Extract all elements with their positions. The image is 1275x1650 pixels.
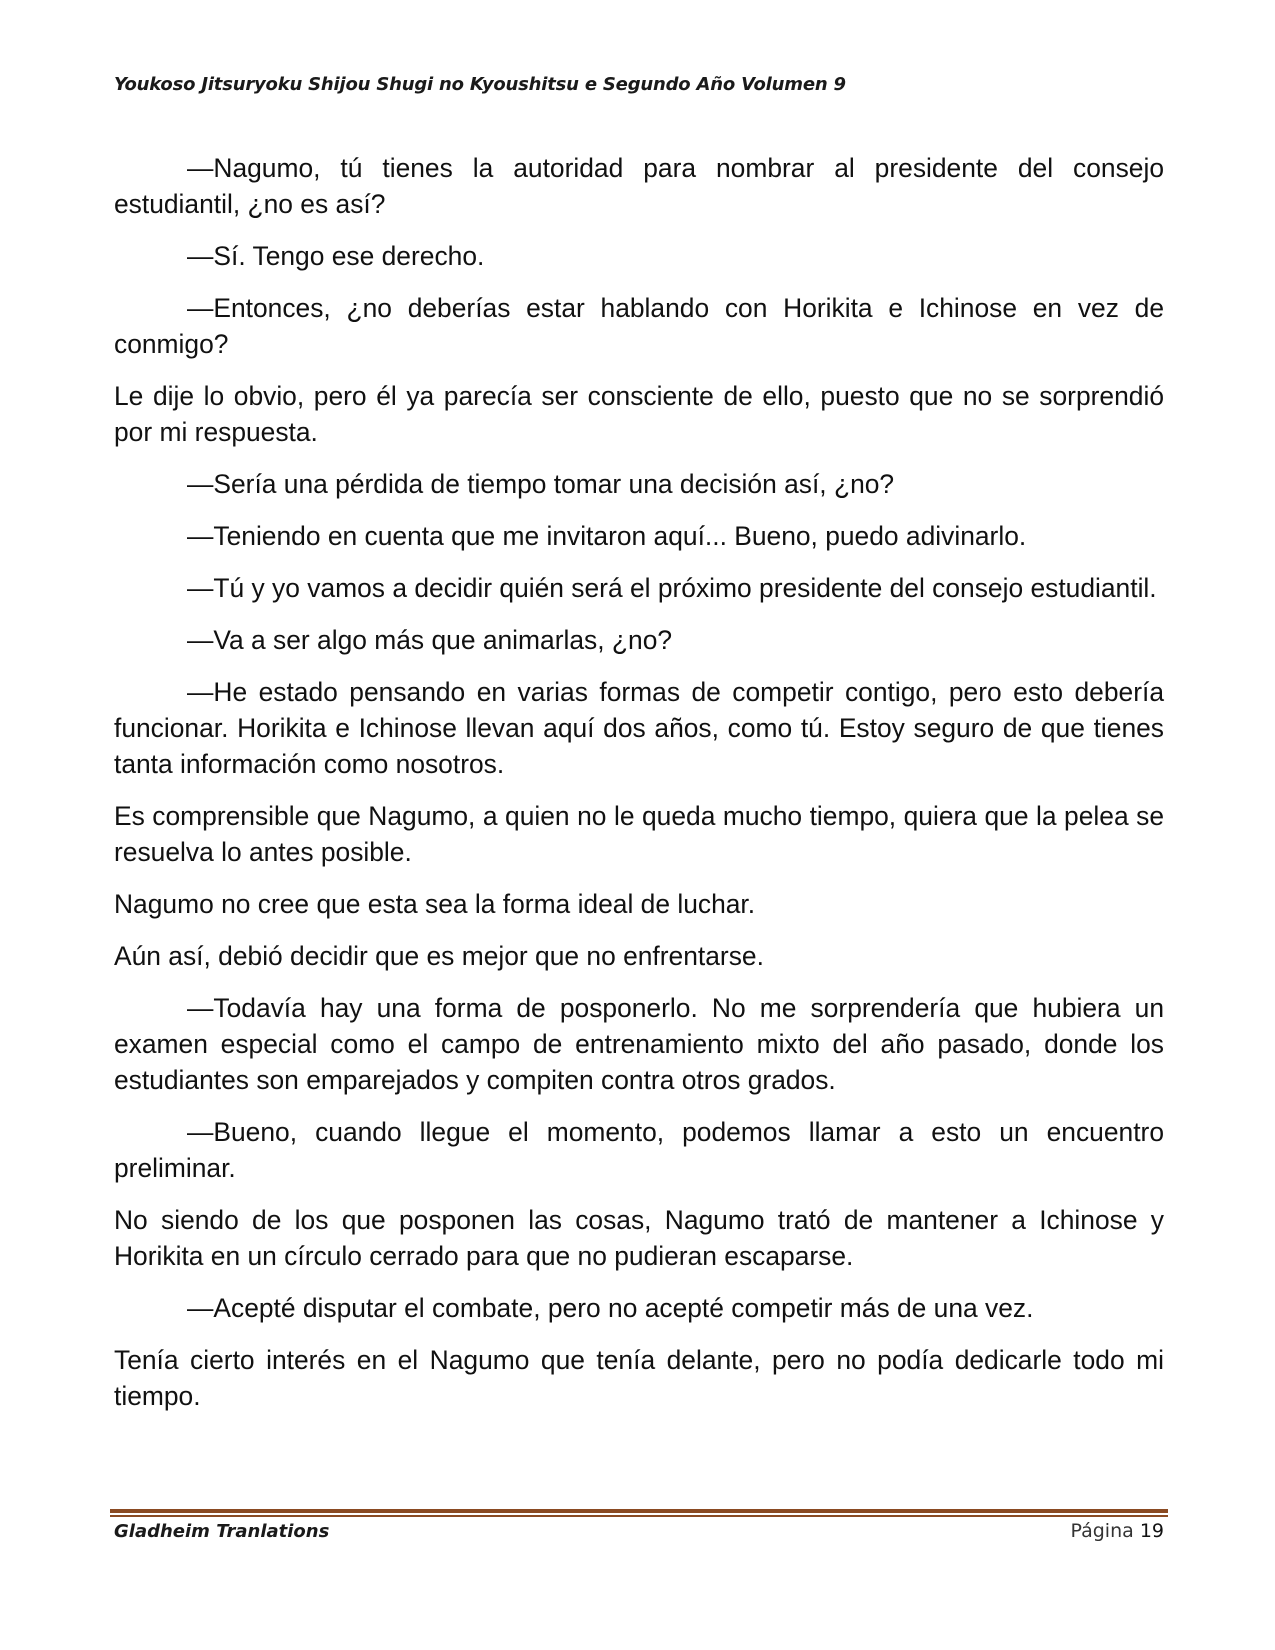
- paragraph: —Tú y yo vamos a decidir quién será el próximo presidente del consejo estudiantil.: [187, 573, 1157, 603]
- paragraph: —Bueno, cuando llegue el momento, podemos llamar a esto un encuentro preliminar.: [114, 1117, 1164, 1183]
- page-number-value: 19: [1139, 1520, 1164, 1542]
- paragraph: No siendo de los que posponen las cosas, Nagumo trató de mantener a Ichinose y Horikita en un círculo cerrado para que no pudieran escaparse.: [114, 1205, 1164, 1271]
- footer-divider-thin: [110, 1515, 1168, 1517]
- paragraph: —Teniendo en cuenta que me invitaron aquí... Bueno, puedo adivinarlo.: [187, 521, 1027, 551]
- paragraph: Es comprensible que Nagumo, a quien no le queda mucho tiempo, quiera que la pelea se resuelva lo antes posible.: [114, 801, 1164, 867]
- paragraph: —Sí. Tengo ese derecho.: [187, 241, 485, 271]
- paragraph: —Todavía hay una forma de posponerlo. No me sorprendería que hubiera un examen especial como el campo de entrenamiento mixto del año pasado, donde los estudiantes son emparejados y compiten contra otros grados.: [114, 993, 1164, 1095]
- paragraph: —Entonces, ¿no deberías estar hablando con Horikita e Ichinose en vez de conmigo?: [114, 293, 1164, 359]
- paragraph: —Sería una pérdida de tiempo tomar una decisión así, ¿no?: [187, 469, 895, 499]
- running-header: Youkoso Jitsuryoku Shijou Shugi no Kyoushitsu e Segundo Año Volumen 9: [114, 74, 846, 95]
- footer-divider: [110, 1509, 1168, 1513]
- page-label: Página: [1070, 1520, 1134, 1542]
- paragraph: —He estado pensando en varias formas de competir contigo, pero esto debería funcionar. Horikita e Ichinose llevan aquí dos años, como tú. Estoy seguro de que tienes tanta información como nosotros.: [114, 677, 1164, 779]
- paragraph: Nagumo no cree que esta sea la forma ideal de luchar.: [114, 889, 756, 919]
- paragraph: —Nagumo, tú tienes la autoridad para nombrar al presidente del consejo estudiantil, ¿no es así?: [114, 153, 1164, 219]
- translator-credit: Gladheim Tranlations: [114, 1521, 330, 1542]
- paragraph: —Acepté disputar el combate, pero no acepté competir más de una vez.: [187, 1293, 1034, 1323]
- paragraph: Le dije lo obvio, pero él ya parecía ser consciente de ello, puesto que no se sorprendió por mi respuesta.: [114, 381, 1164, 447]
- page-number: [1070, 1520, 1164, 1542]
- paragraph: —Va a ser algo más que animarlas, ¿no?: [187, 625, 673, 655]
- paragraph: Tenía cierto interés en el Nagumo que tenía delante, pero no podía dedicarle todo mi tiempo.: [114, 1345, 1164, 1411]
- page-body: [114, 150, 1164, 1430]
- paragraph: Aún así, debió decidir que es mejor que no enfrentarse.: [114, 941, 764, 971]
